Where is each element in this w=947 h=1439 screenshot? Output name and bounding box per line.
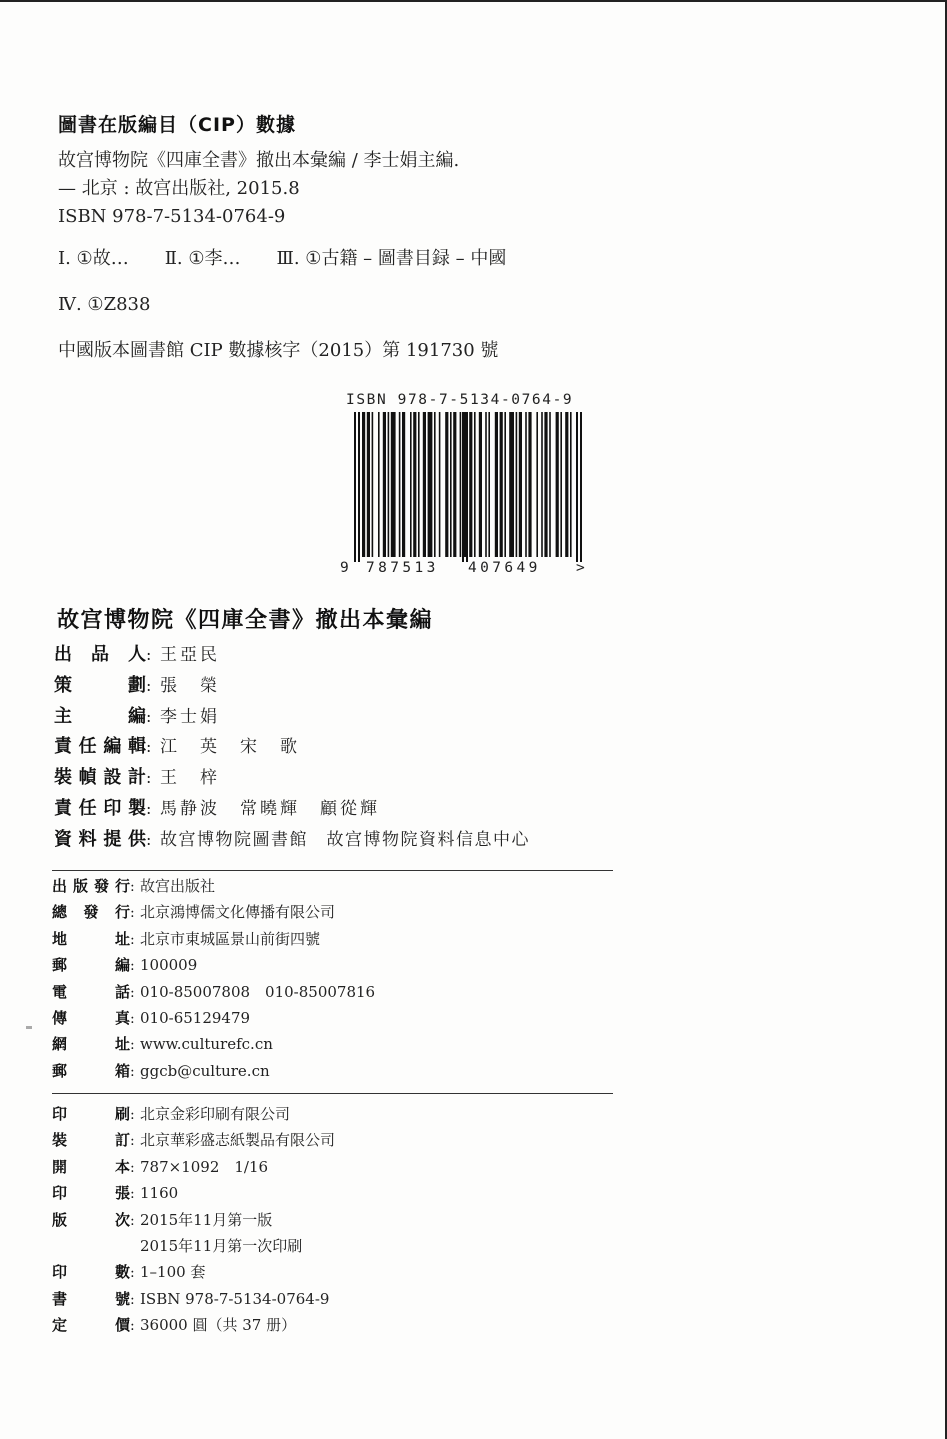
barcode-digit-group-left: 787513 — [366, 560, 439, 576]
credit-label: 出品人 — [54, 644, 146, 665]
printing-label: 印數 — [52, 1263, 130, 1282]
credit-row: 資料提供 : 故宫博物院圖書館 故宫博物院資料信息中心 — [54, 825, 654, 856]
barcode-digit-group-right: 407649 — [468, 560, 541, 576]
publisher-value: 北京鴻博儒文化傳播有限公司 — [140, 903, 336, 922]
barcode-isbn-text: ISBN 978-7-5134-0764-9 — [346, 392, 574, 408]
credit-label: 資料提供 — [54, 828, 146, 850]
publisher-label: 電話 — [52, 982, 130, 1001]
publisher-row: 總發行 : 北京鴻博儒文化傳播有限公司 — [52, 903, 336, 922]
credit-value: 馬静波 常曉輝 顧從輝 — [160, 798, 380, 819]
printing-label: 開本 — [52, 1157, 130, 1176]
printing-row: 版次 : 2015年11月第一版 — [52, 1210, 273, 1229]
publisher-row: 傳真 : 010-65129479 — [52, 1008, 251, 1027]
printing-row — [52, 1235, 613, 1261]
publisher-row: 郵箱 : ggcb@culture.cn — [52, 1061, 270, 1080]
printing-label: 裝訂 — [52, 1131, 130, 1150]
printing-value: 北京金彩印刷有限公司 — [140, 1105, 291, 1123]
credit-row: 出品人 : 王亞民 — [54, 640, 654, 671]
credit-label: 策劃 — [54, 674, 146, 696]
publisher-row: 電話 : 010-85007808 010-85007816 — [52, 982, 376, 1001]
printing-row: 定價 : 36000 圓（共 37 册） — [52, 1316, 297, 1335]
credit-label: 主編 — [54, 705, 146, 727]
cip-heading: 圖書在版編目（CIP）數據 — [58, 114, 296, 136]
printing-label: 定價 — [52, 1316, 130, 1335]
printing-row: 印刷 : 北京金彩印刷有限公司 — [52, 1105, 291, 1123]
publisher-value: www.culturefc.cn — [140, 1035, 273, 1054]
publisher-row: 網址 : www.culturefc.cn — [52, 1035, 273, 1054]
cip-title-line: 故宫博物院《四庫全書》撤出本彙編 / 李士娟主編. — [58, 150, 460, 171]
credit-value: 王亞民 — [160, 645, 220, 665]
cip-block — [58, 110, 658, 365]
publisher-label: 郵箱 — [52, 1061, 130, 1080]
credit-row: 策劃 : 張 榮 — [54, 671, 654, 702]
publisher-row: 郵編 : 100009 — [52, 956, 198, 975]
scan-speck — [26, 1026, 32, 1029]
publisher-label: 地址 — [52, 929, 130, 948]
printing-value: 北京華彩盛志紙製品有限公司 — [140, 1131, 336, 1150]
divider-top — [52, 870, 613, 871]
publisher-value: 北京市東城區景山前街四號 — [140, 929, 321, 948]
printing-row: 書號 : ISBN 978-7-5134-0764-9 — [52, 1289, 330, 1308]
cip-record-line: 中國版本圖書館 CIP 數據核字（2015）第 191730 號 — [58, 340, 499, 361]
credit-value: 江 英 宋 歌 — [160, 737, 300, 758]
credit-value: 李士娟 — [160, 706, 220, 727]
printing-value: 1–100 套 — [140, 1263, 206, 1282]
printing-label: 版次 — [52, 1210, 130, 1229]
publisher-row: 地址 : 北京市東城區景山前街四號 — [52, 929, 321, 948]
cip-publisher-line: — 北京 : 故宫出版社, 2015.8 — [58, 178, 300, 199]
printing-value-continued: 2015年11月第一次印刷 — [140, 1236, 303, 1255]
credit-value: 故宫博物院圖書館 故宫博物院資料信息中心 — [160, 829, 530, 850]
printing-row: 開本 : 787×1092 1/16 — [52, 1157, 269, 1176]
barcode-lead-digit: 9 — [340, 560, 349, 576]
publisher-value: ggcb@culture.cn — [140, 1061, 270, 1080]
printing-info — [52, 1103, 613, 1341]
publisher-value: 100009 — [140, 956, 198, 975]
credits-list — [54, 640, 654, 856]
printing-label: 印張 — [52, 1184, 130, 1203]
printing-row: 印張 : 1160 — [52, 1184, 179, 1203]
cip-isbn-line: ISBN 978-7-5134-0764-9 — [58, 206, 286, 227]
printing-value: 36000 圓（共 37 册） — [140, 1316, 297, 1335]
publisher-label: 郵編 — [52, 956, 130, 975]
printing-value: 2015年11月第一版 — [140, 1210, 273, 1229]
printing-value: ISBN 978-7-5134-0764-9 — [140, 1289, 330, 1308]
printing-label: 書號 — [52, 1289, 130, 1308]
printing-row: 印數 : 1–100 套 — [52, 1263, 206, 1282]
publisher-label: 出版發行 — [52, 877, 130, 895]
publisher-row: 出版發行 : 故宫出版社 — [52, 877, 216, 895]
publisher-value: 故宫出版社 — [140, 877, 216, 895]
isbn-barcode — [340, 392, 595, 592]
credit-row: 責任編輯 : 江 英 宋 歌 — [54, 732, 654, 763]
printing-value: 1160 — [140, 1184, 179, 1203]
credit-row: 裝幀設計 : 王 梓 — [54, 763, 654, 794]
credit-row: 主編 : 李士娟 — [54, 702, 654, 733]
printing-row: 裝訂 : 北京華彩盛志紙製品有限公司 — [52, 1131, 336, 1150]
divider-bottom — [52, 1093, 613, 1094]
publisher-label: 總發行 — [52, 903, 130, 922]
publisher-info — [52, 875, 613, 1086]
credit-value: 張 榮 — [160, 675, 220, 696]
credit-value: 王 梓 — [160, 768, 220, 789]
publisher-label: 傳真 — [52, 1008, 130, 1027]
printing-label: 印刷 — [52, 1105, 130, 1123]
cip-classification-line: Ⅰ. ①故… Ⅱ. ①李… Ⅲ. ①古籍 – 圖書目録 – 中國 — [58, 248, 507, 269]
barcode-bars-image — [340, 412, 595, 562]
cip-subject-line: Ⅳ. ①Z838 — [58, 294, 151, 315]
barcode-arrow: > — [576, 560, 585, 576]
credit-label: 責任印製 — [54, 797, 146, 819]
publisher-value: 010-85007808 010-85007816 — [140, 982, 376, 1001]
printing-value: 787×1092 1/16 — [140, 1157, 269, 1176]
publisher-value: 010-65129479 — [140, 1008, 251, 1027]
credit-label: 裝幀設計 — [54, 767, 146, 789]
book-title: 故宫博物院《四庫全書》撤出本彙編 — [57, 608, 434, 633]
credit-label: 責任編輯 — [54, 736, 146, 758]
credit-row: 責任印製 : 馬静波 常曉輝 顧從輝 — [54, 794, 654, 825]
publisher-label: 網址 — [52, 1035, 130, 1054]
